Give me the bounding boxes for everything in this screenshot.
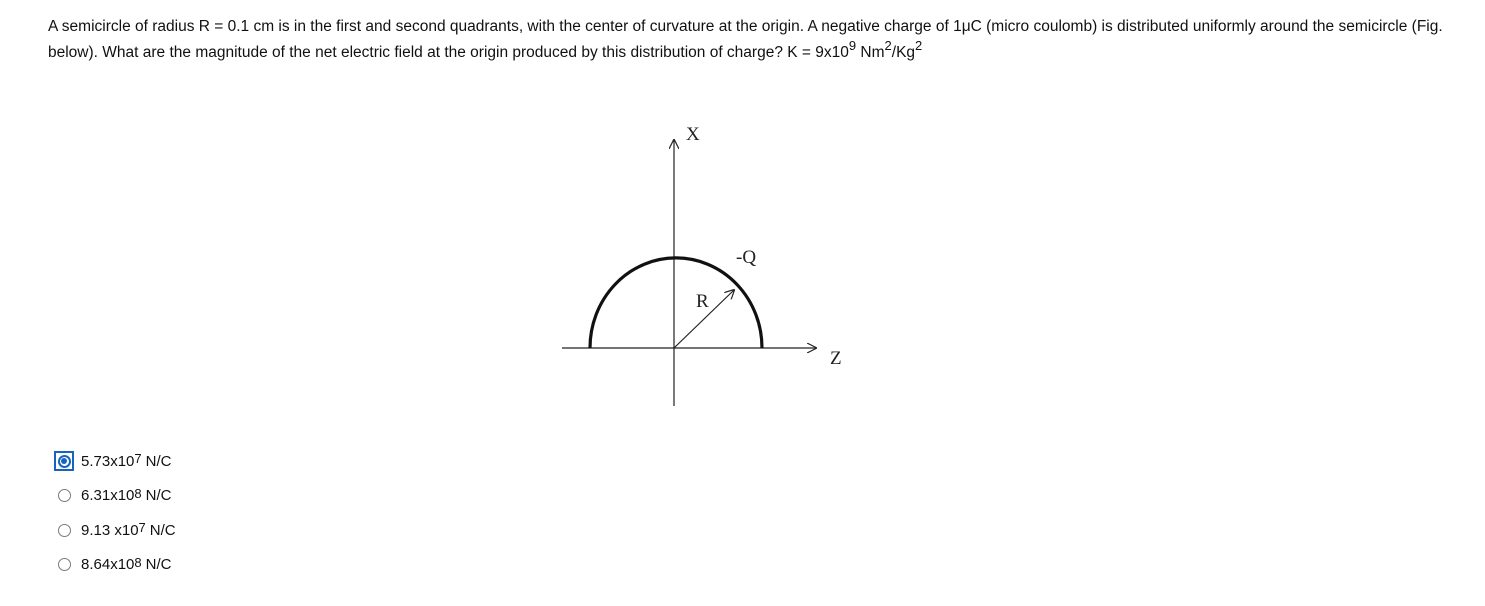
radio-button[interactable] <box>58 489 71 502</box>
answer-choice[interactable]: 8.64x10 $^8$ N/C <box>54 548 176 583</box>
question-text <box>48 14 1448 66</box>
answer-choice[interactable]: 5.73x10 $^7$ N/C <box>54 444 176 479</box>
semicircle-figure <box>540 110 860 420</box>
choice-mantissa: 5.73x10 <box>81 452 135 470</box>
radio-focus-ring <box>54 486 74 506</box>
semicircle-arc <box>590 258 762 348</box>
choice-unit: N/C <box>149 521 176 539</box>
answer-choice[interactable]: 9.13 x10 $^7$ N/C <box>54 513 176 548</box>
choice-mantissa: 8.64x10 <box>81 556 135 574</box>
question-exp-1: 9 <box>848 37 857 53</box>
radio-focus-ring <box>54 520 74 540</box>
choice-mantissa: 6.31x10 <box>81 487 135 505</box>
answer-choices <box>54 444 176 582</box>
question-unit-part-2: /Kg <box>891 44 916 61</box>
radio-button[interactable] <box>58 455 71 468</box>
choice-unit: N/C <box>145 487 172 505</box>
question-unit-part: Nm <box>856 44 885 61</box>
radio-button[interactable] <box>58 524 71 537</box>
radio-focus-ring <box>54 555 74 575</box>
question-exp-2: 2 <box>884 37 892 53</box>
x-axis-label: X <box>686 124 700 145</box>
charge-label: -Q <box>736 247 757 268</box>
question-body: A semicircle of radius R = 0.1 cm is in the first and second quadrants, with the center of curvature at the origin. A negative charge of 1μC (micro coulomb) is distributed uniformly around the semicircle (Fig. below). What are the magnitude of the net electric field at the origin produced by this distribution of charge? K = 9x10 <box>48 18 1443 61</box>
choice-unit: N/C <box>145 556 172 574</box>
radio-button[interactable] <box>58 558 71 571</box>
choice-unit: N/C <box>145 452 172 470</box>
radius-label: R <box>696 291 709 312</box>
question-exp-3: 2 <box>915 37 923 53</box>
choice-mantissa: 9.13 x10 <box>81 521 139 539</box>
answer-choice[interactable]: 6.31x10 $^8$ N/C <box>54 479 176 514</box>
z-axis-label: Z <box>830 348 842 369</box>
radio-focus-ring <box>54 451 74 471</box>
